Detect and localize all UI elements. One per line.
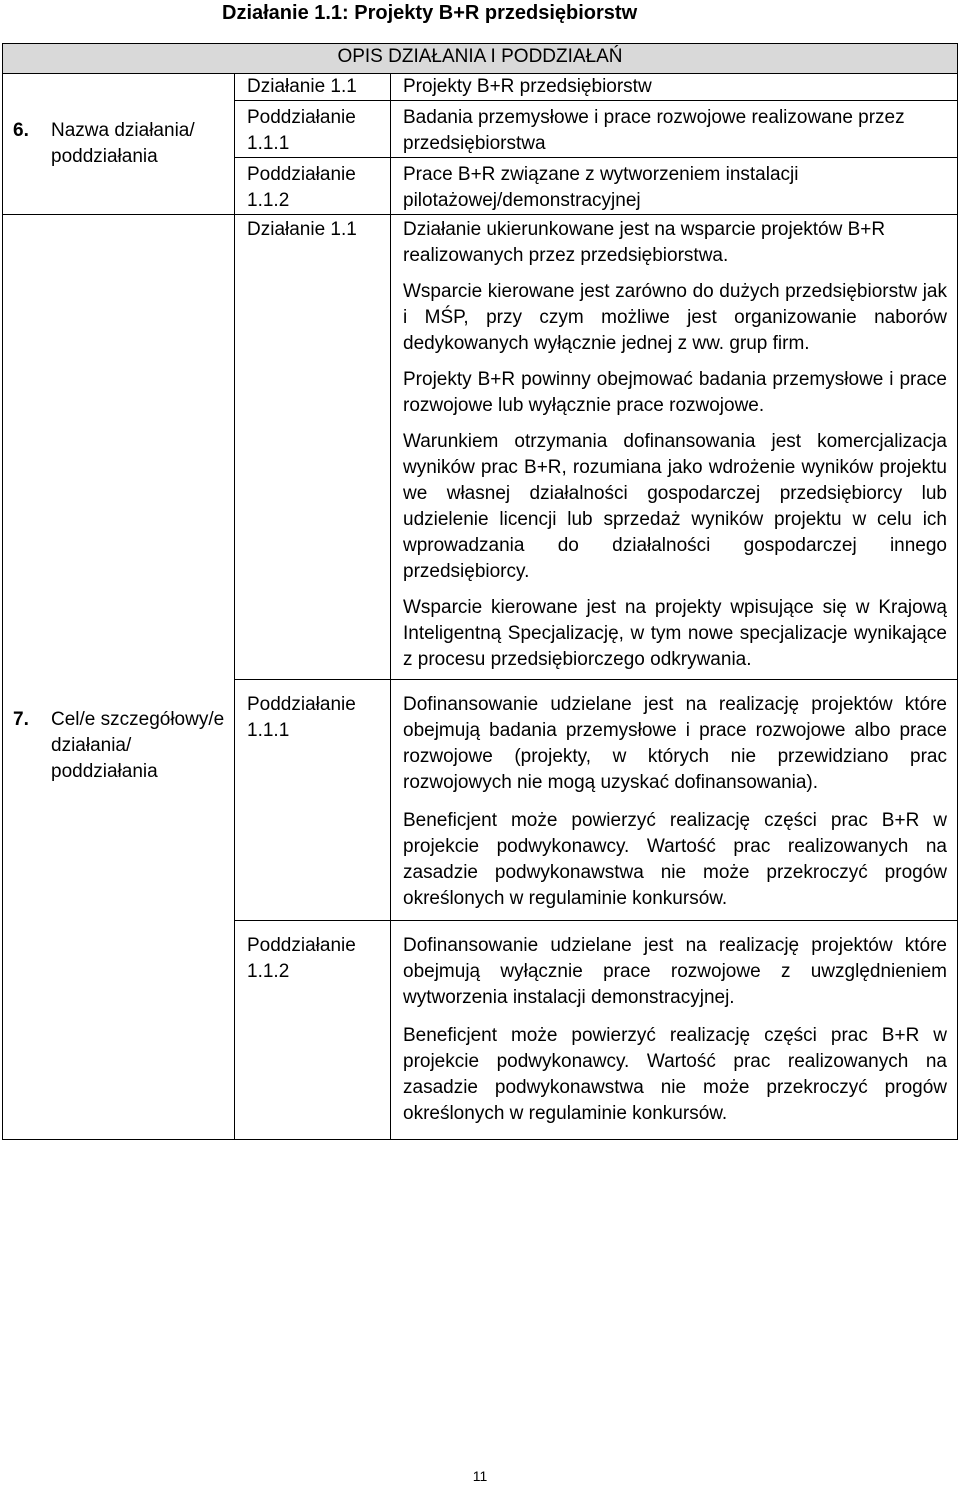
poddzialanie-1-paragraph-1: Dofinansowanie udzielane jest na realizację projektów które obejmują badania przemysłowe i prace rozwojowe albo prace rozwojowe (projekty, w których nie przewidziano prac rozwojowych nie mogą uzyskać dofinansowania). [403, 694, 947, 793]
row-6-item-1 [3, 74, 958, 101]
row-7-poddzialanie-1-level: Poddziałanie 1.1.1 [235, 680, 391, 921]
dzialanie-paragraph-5: Wsparcie kierowane jest na projekty wpisujące się w Krajową Inteligentną Specjalizację, w tym nowe specjalizacje wynikające z procesu przedsiębiorczego odkrywania. [403, 597, 947, 670]
table-header: OPIS DZIAŁANIA I PODDZIAŁAŃ [3, 44, 958, 74]
poddzialanie-2-paragraph-2: Beneficjent może powierzyć realizację części prac B+R w projekcie podwykonawcy. Wartość prac realizowanych na zasadzie podwykonawstwa nie może przekroczyć progów określonych w regulaminie konkursów. [403, 1025, 947, 1124]
row-6-text-2: Badania przemysłowe i prace rozwojowe realizowane przez przedsiębiorstwa [391, 101, 958, 158]
row-6-text-1: Projekty B+R przedsiębiorstw [391, 74, 958, 101]
dzialanie-paragraph-2: Wsparcie kierowane jest zarówno do dużych przedsiębiorstw jak i MŚP, przy czym możliwe jest organizowanie naborów dedykowanych wyłącznie jednej z ww. grup firm. [403, 281, 947, 354]
row-6-label-cell [3, 74, 235, 215]
page-title: Działanie 1.1: Projekty B+R przedsiębiorstw [222, 2, 638, 24]
row-6-level-3: Poddziałanie 1.1.2 [235, 158, 391, 215]
dzialanie-paragraph-1: Działanie ukierunkowane jest na wsparcie projektów B+R realizowanych przez przedsiębiorstwa. [403, 219, 886, 266]
row-7-number: 7. [13, 709, 29, 730]
row-7-poddzialanie-2-level: Poddziałanie 1.1.2 [235, 921, 391, 1140]
dzialanie-paragraph-3: Projekty B+R powinny obejmować badania przemysłowe i prace rozwojowe lub wyłącznie prace rozwojowe. [403, 369, 947, 416]
page-number: 11 [472, 1468, 488, 1484]
row-7-label: Cel/e szczegółowy/e działania/ poddziałania [51, 709, 225, 782]
row-7-poddzialanie-2-text [391, 921, 958, 1140]
row-6-text-3: Prace B+R związane z wytworzeniem instalacji pilotażowej/demonstracyjnej [391, 158, 958, 215]
poddzialanie-2-paragraph-1: Dofinansowanie udzielane jest na realizację projektów które obejmują wyłącznie prace rozwojowe z uwzględnieniem wytworzenia instalacji demonstracyjnej. [403, 935, 947, 1008]
table-header-row [3, 44, 958, 74]
row-7-dzialanie [3, 215, 958, 680]
row-6-level-2: Poddziałanie 1.1.1 [235, 101, 391, 158]
dzialanie-paragraph-4: Warunkiem otrzymania dofinansowania jest komercjalizacja wyników prac B+R, rozumiana jako wdrożenie wyników projektu we własnej działalności gospodarczej przedsiębiorcy lub udzielenie licencji lub sprzedaż wyników projektu w celu ich wprowadzania do działalności gospodarczej innego przedsiębiorcy. [403, 431, 947, 582]
row-6-level-1: Działanie 1.1 [235, 74, 391, 101]
row-7-dzialanie-level: Działanie 1.1 [235, 215, 391, 680]
poddzialanie-1-paragraph-2: Beneficjent może powierzyć realizację części prac B+R w projekcie podwykonawcy. Wartość prac realizowanych na zasadzie podwykonawstwa nie może przekroczyć progów określonych w regulaminie konkursów. [403, 810, 947, 909]
description-table [2, 43, 958, 1140]
row-7-dzialanie-text [391, 215, 958, 680]
row-6-label: Nazwa działania/ poddziałania [51, 120, 195, 167]
row-6-number: 6. [13, 120, 29, 141]
row-7-poddzialanie-1-text [391, 680, 958, 921]
row-7-label-cell [3, 215, 235, 1140]
